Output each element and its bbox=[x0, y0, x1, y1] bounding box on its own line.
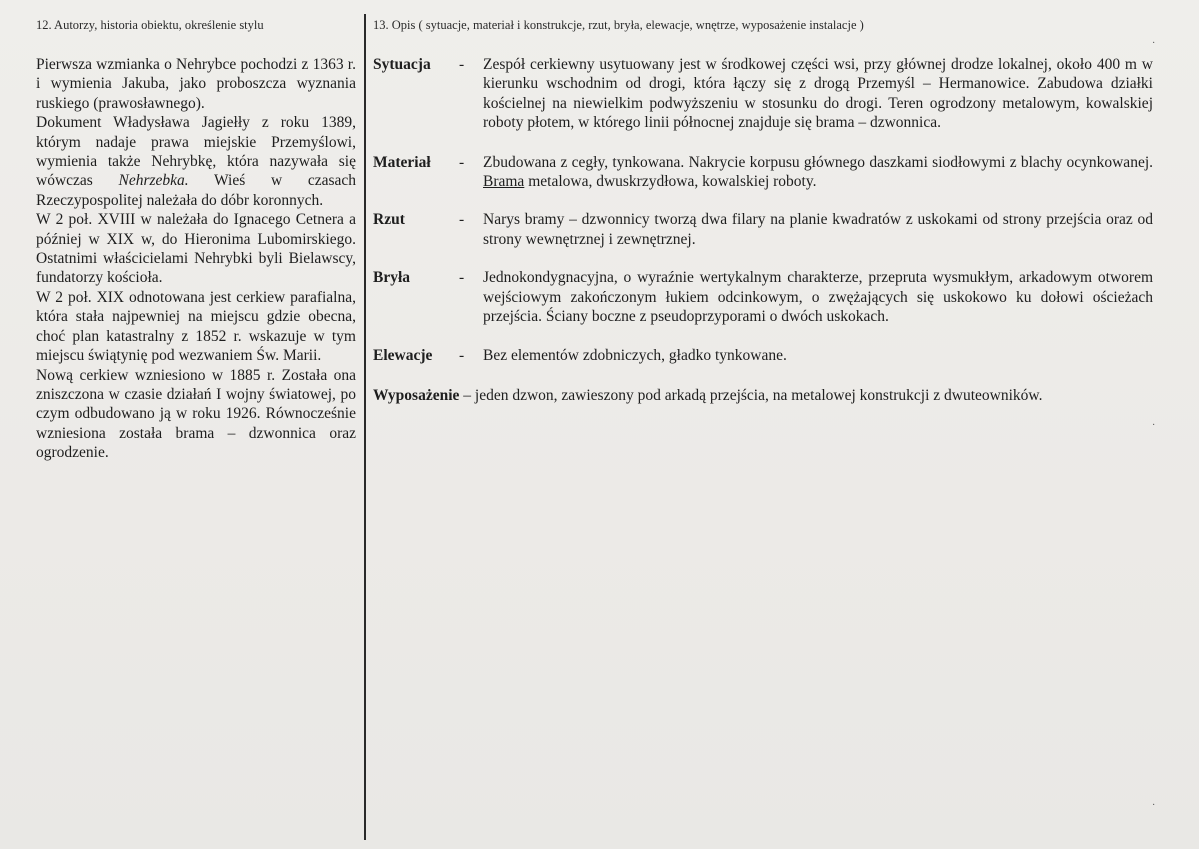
history-text-span: Pierwsza wzmianka o Nehrybce pochodzi z 1363 r. i wymienia Jakuba, jako proboszcza wyznania ruskiego (prawosławnego). bbox=[36, 56, 356, 112]
row-label: Sytuacja bbox=[373, 56, 431, 73]
underlined-word: Brama bbox=[483, 173, 525, 191]
history-paragraph bbox=[36, 288, 356, 366]
history-paragraph bbox=[36, 113, 356, 210]
history-text-span: Nową cerkiew wzniesiono w 1885 r. Została ona zniszczona w czasie działań I wojny światowej, po czym odbudowano ją w roku 1926. Równocześnie wzniesiona została brama – dzwonnica oraz ogrodzenie. bbox=[36, 366, 356, 462]
history-text bbox=[36, 55, 356, 463]
row-text-span: metalowa, dwuskrzydłowa, kowalskiej roboty. bbox=[524, 173, 817, 191]
row-text bbox=[483, 153, 1153, 192]
description-header: 13. Opis ( sytuacje, materiał i konstrukcje, rzut, bryła, elewacje, wnętrze, wyposażenie instalacje ) bbox=[373, 18, 864, 32]
history-column bbox=[36, 18, 356, 463]
history-paragraph bbox=[36, 210, 356, 288]
history-paragraph bbox=[36, 366, 356, 463]
scan-speck: · bbox=[1152, 420, 1156, 431]
row-label: Materiał bbox=[373, 153, 431, 171]
row-text-span: Zbudowana z cegły, tynkowana. Nakrycie korpusu głównego daszkami siodłowymi z blachy ocynkowanej. bbox=[483, 153, 1153, 171]
row-label: Wyposażenie bbox=[373, 386, 460, 404]
column-divider bbox=[364, 14, 366, 840]
row-rzut bbox=[373, 210, 1153, 249]
row-dash: - bbox=[459, 211, 465, 229]
row-text: Narys bramy – dzwonnicy tworzą dwa filary na planie kwadratów z uskokami od strony przejścia oraz od strony wewnętrznej i zewnętrznej. bbox=[483, 211, 1153, 248]
row-text: Zespół cerkiewny usytuowany jest w środkowej części wsi, przy głównej drodze lokalnej, około 400 m w kierunku wschodnim od drogi, która łączy się z drogą Przemyśl – Hermanowice. Zabudowa działki kościelnej na niewielkim podwyższeniu w stosunku do drogi. Teren ogrodzony metalowym, kowalskiej roboty płotem, w którego linii północnej znajduje się brama – dzwonnica. bbox=[483, 56, 1153, 132]
history-text-span: Wieś w czasach Rzeczypospolitej należała do dóbr koronnych. bbox=[36, 172, 356, 209]
history-text-span: W 2 poł. XVIII w należała do Ignacego Cetnera a później w XIX w, do Hieronima Lubomirskiego. Ostatnimi właścicielami Nehrybki byli Bielawscy, fundatorzy kościoła. bbox=[36, 211, 356, 287]
row-label: Rzut bbox=[373, 211, 405, 229]
description-column bbox=[373, 18, 1156, 405]
village-old-name: Nehrzebka. bbox=[118, 172, 189, 190]
history-text-span: Dokument Władysława Jagiełły z roku 1389, którym nadaje prawa miejskie Przemyślowi, wymienia także Nehrybkę, która nazywała się wówczas bbox=[36, 114, 356, 190]
row-text: Bez elementów zdobniczych, gładko tynkowane. bbox=[483, 347, 787, 365]
row-wyposazenie bbox=[373, 386, 1153, 405]
row-dash: - bbox=[459, 269, 465, 287]
row-sytuacja bbox=[373, 55, 1153, 133]
scan-speck: · bbox=[1152, 38, 1156, 49]
history-paragraph bbox=[36, 55, 356, 113]
scan-speck: · bbox=[1152, 800, 1156, 811]
row-dash: - bbox=[459, 153, 465, 171]
row-dash: - bbox=[459, 347, 465, 365]
row-label: Bryła bbox=[373, 269, 411, 287]
history-header: 12. Autorzy, historia obiektu, określenie stylu bbox=[36, 18, 264, 32]
row-dash: - bbox=[459, 56, 465, 73]
row-text: Jednokondygnacyjna, o wyraźnie wertykalnym charakterze, przepruta wysmukłym, arkadowym otworem wejściowym zakończonym łukiem odcinkowym, o zwężających się uskokowo ku dołowi ościeżach przejścia. Ściany boczne z pseudoprzyporami o dwóch uskokach. bbox=[483, 269, 1153, 326]
history-text-span: W 2 poł. XIX odnotowana jest cerkiew parafialna, która stała najpewniej na miejscu gdzie obecna, choć plan katastralny z 1852 r. wskazuje w tym miejscu świątynię pod wezwaniem Św. Marii. bbox=[36, 288, 356, 365]
row-bryla bbox=[373, 268, 1153, 326]
row-elewacje bbox=[373, 346, 1153, 365]
row-text: – jeden dzwon, zawieszony pod arkadą przejścia, na metalowej konstrukcji z dwuteowników. bbox=[463, 386, 1043, 404]
row-label: Elewacje bbox=[373, 347, 433, 365]
row-material bbox=[373, 153, 1153, 192]
